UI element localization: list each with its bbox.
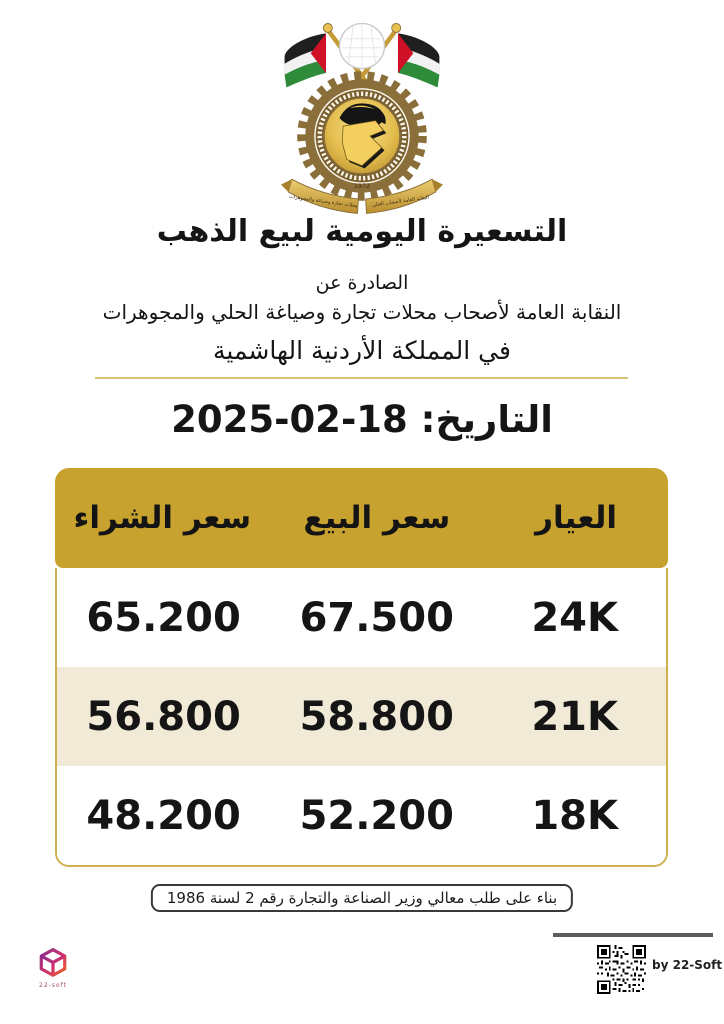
gold-price-table xyxy=(55,468,668,867)
credit-label: by 22-Soft xyxy=(652,958,723,972)
karat-value: 21K xyxy=(531,693,618,740)
syndicate-emblem-logo xyxy=(272,10,452,221)
legal-note: بناء على طلب معالي وزير الصناعة والتجارة رقم 2 لسنة 1986 xyxy=(151,884,573,912)
gold-divider xyxy=(95,377,628,379)
karat-value: 18K xyxy=(531,792,618,839)
karat-value: 24K xyxy=(531,594,618,641)
globe-icon xyxy=(340,24,385,69)
flag-left-icon xyxy=(285,33,326,87)
header-sell-price: سعر البيع xyxy=(303,500,451,536)
flag-right-icon xyxy=(398,33,439,87)
sell-price-value: 67.500 xyxy=(299,594,454,641)
table-body xyxy=(55,568,668,867)
table-row xyxy=(57,568,666,667)
issued-by-line: الصادرة عن xyxy=(315,272,409,294)
buy-price-value: 65.200 xyxy=(86,594,241,641)
emblem-icon xyxy=(272,10,452,217)
organization-line: النقابة العامة لأصحاب محلات تجارة وصياغة الحلي والمجوهرات xyxy=(102,300,622,324)
buy-price-value: 56.800 xyxy=(86,693,241,740)
qr-code-icon xyxy=(597,945,646,994)
buy-price-value: 48.200 xyxy=(86,792,241,839)
gold-core-icon xyxy=(324,98,400,174)
header-buy-price: سعر الشراء xyxy=(73,500,252,536)
table-row xyxy=(57,667,666,766)
sell-price-value: 52.200 xyxy=(299,792,454,839)
ribbon-left-label: محلات تجارة وصياغة والمجوهرات xyxy=(288,193,359,210)
company-logo xyxy=(34,946,72,989)
footer-divider-bar xyxy=(553,933,713,937)
emblem-year-label: 1972 xyxy=(353,183,371,191)
sell-price-value: 58.800 xyxy=(299,693,454,740)
ribbon-right-label: النقابة العامة لأصحاب الحلي xyxy=(371,194,430,209)
page-title: التسعيرة اليومية لبيع الذهب xyxy=(156,214,568,249)
header-karat: العيار xyxy=(535,500,617,536)
company-logo-caption: 22-soft xyxy=(39,982,67,989)
table-header-row xyxy=(55,468,668,568)
date-line: التاريخ: 18-02-2025 xyxy=(171,398,553,441)
cube-logo-icon xyxy=(37,946,69,980)
country-line: في المملكة الأردنية الهاشمية xyxy=(213,336,511,365)
table-row xyxy=(57,766,666,865)
